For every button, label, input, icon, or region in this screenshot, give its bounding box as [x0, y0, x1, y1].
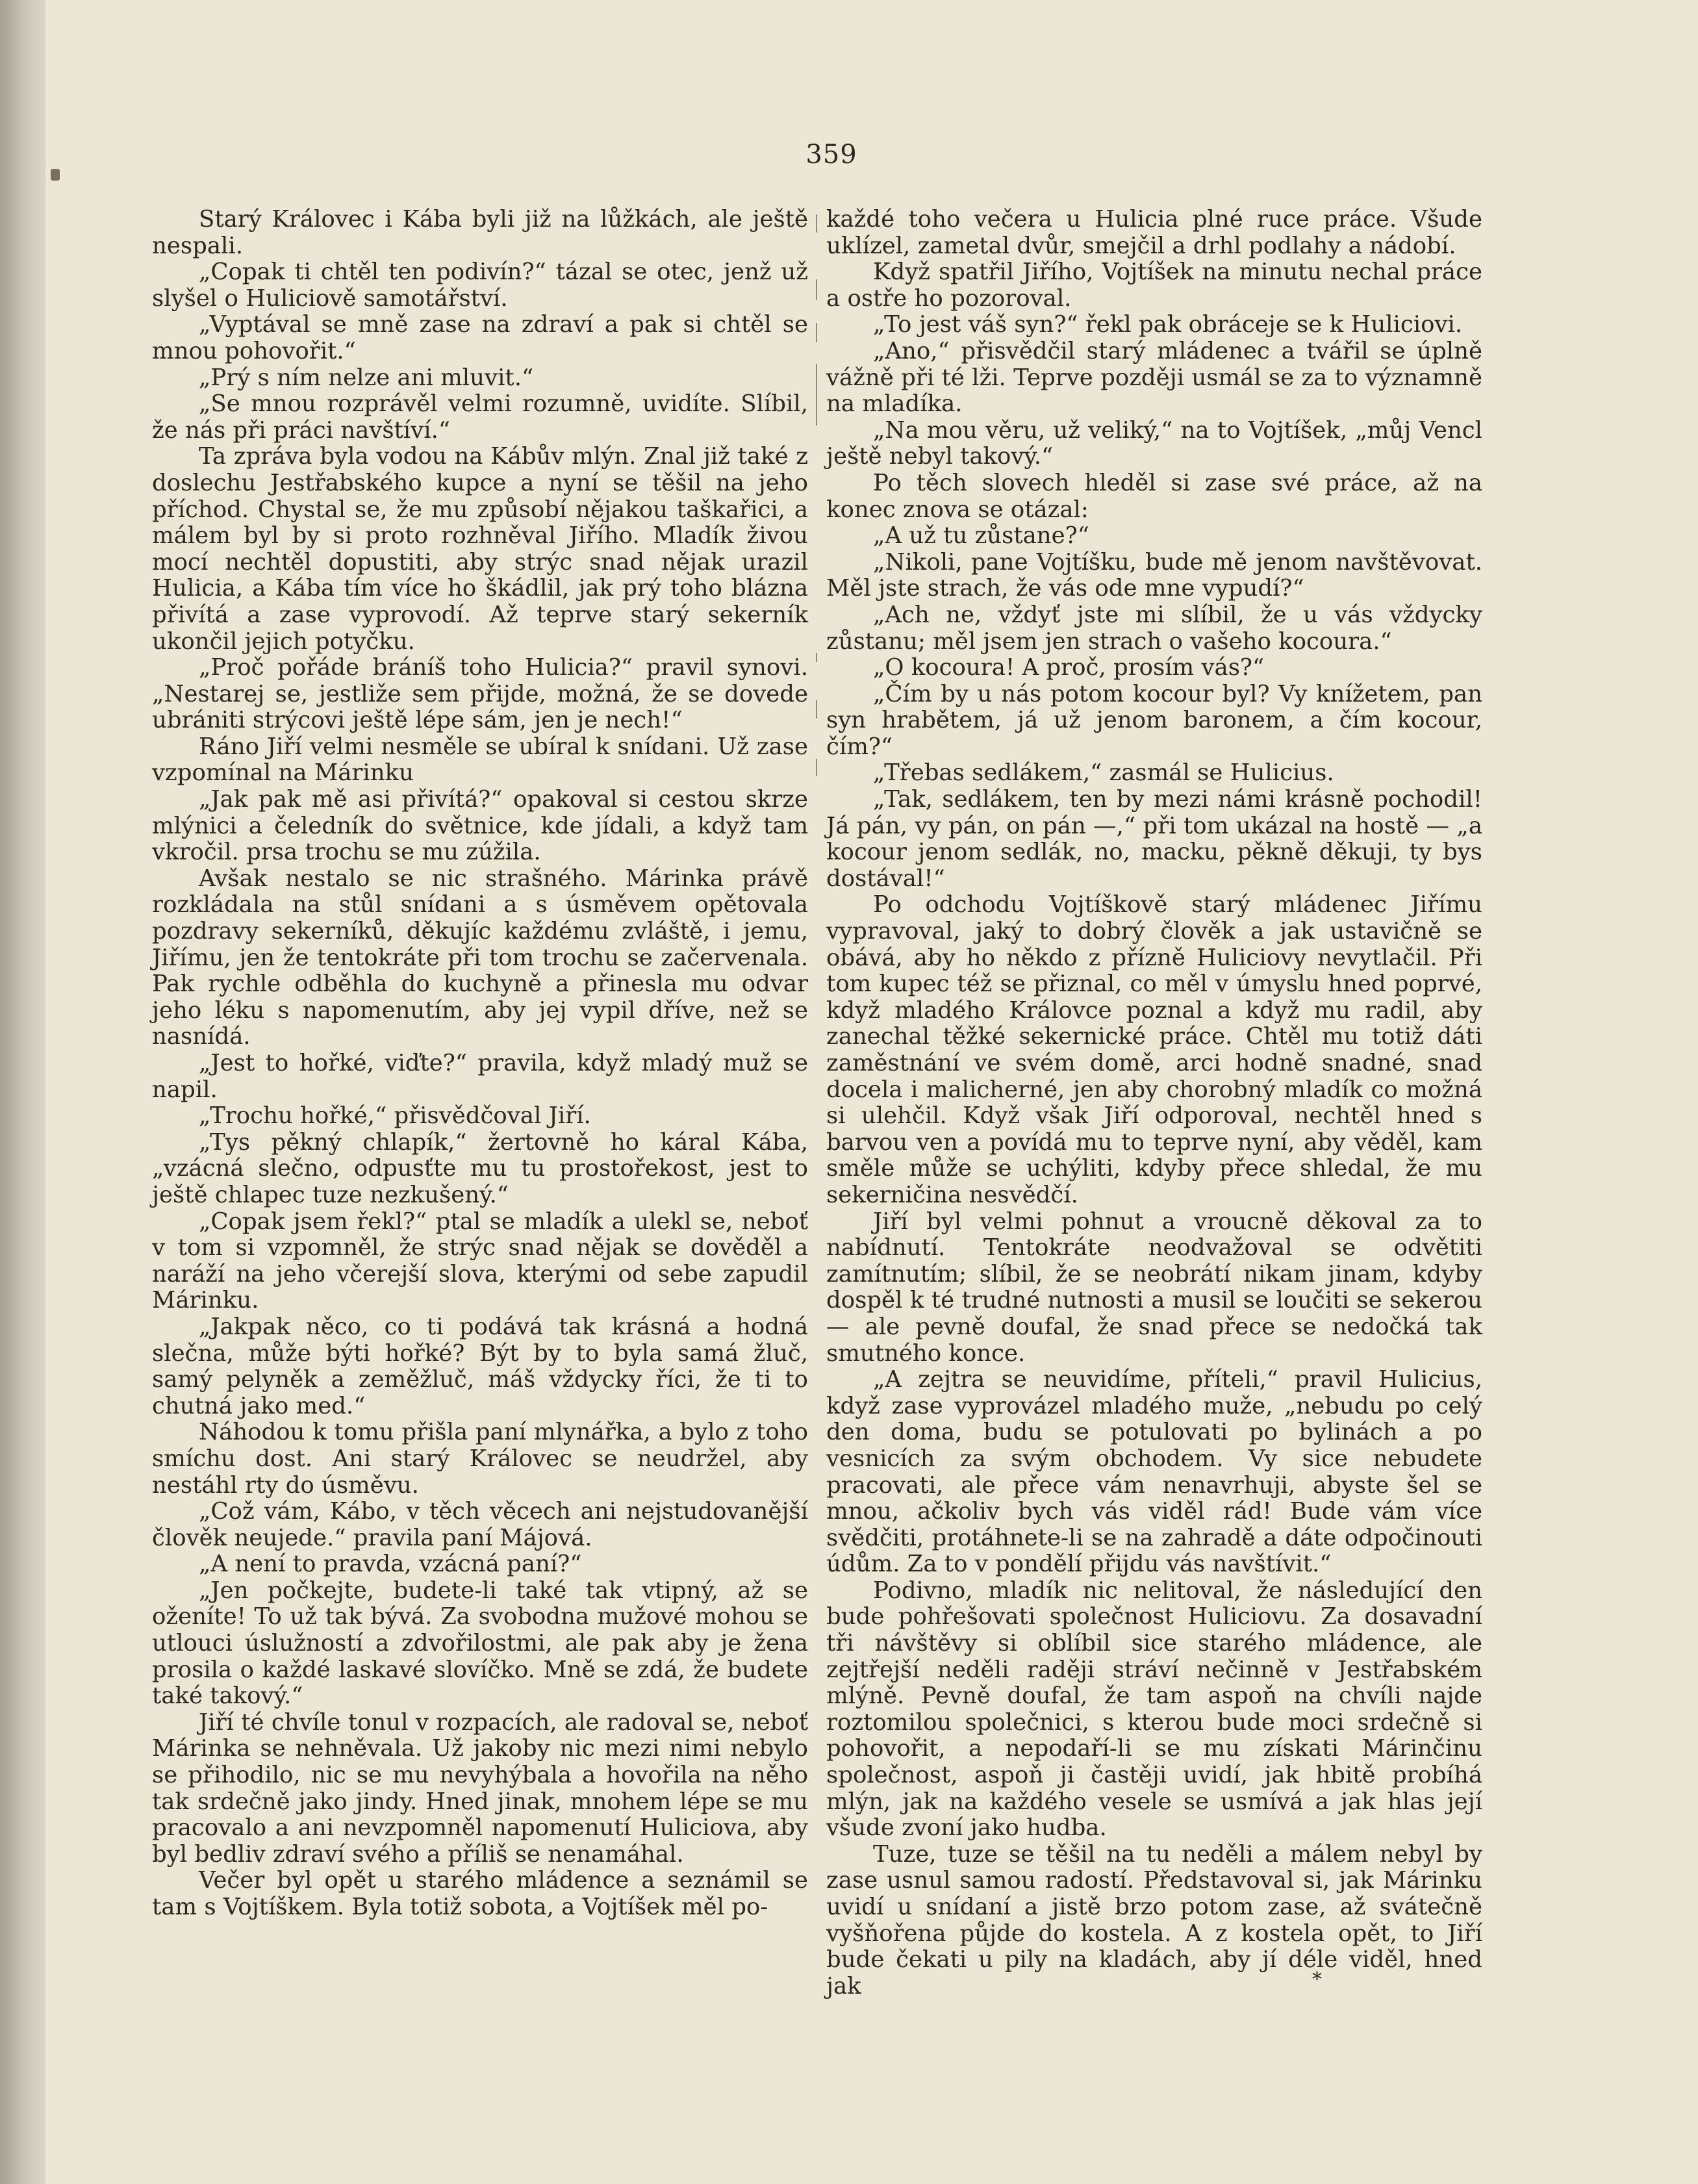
paragraph: „Jakpak něco, co ti podává tak krásná a hodná slečna, může býti hořké? Být by to byla samá žluč, samý pelyněk a zeměžluč, máš vždycky říci, že ti to chutná jako med.“: [152, 1313, 808, 1419]
paragraph: Starý Královec i Kába byli již na lůžkách, ale ještě nespali.: [152, 206, 808, 259]
left-column: [152, 207, 808, 1961]
paragraph: „Nikoli, pane Vojtíšku, bude mě jenom navštěvovat. Měl jste strach, že vás ode mne vypudí?“: [826, 548, 1482, 602]
page-number: 359: [805, 140, 857, 170]
column-divider: [816, 323, 817, 342]
paragraph: Když spatřil Jiřího, Vojtíšek na minutu nechal práce a ostře ho pozoroval.: [826, 259, 1482, 312]
paragraph: „Na mou věru, už veliký,“ na to Vojtíšek, „můj Vencl ještě nebyl takový.“: [826, 416, 1482, 470]
paragraph: „Třebas sedlákem,“ zasmál se Hulicius.: [873, 759, 1334, 787]
paragraph: „Což vám, Kábo, v těch věcech ani nejstudovanější člověk neujede.“ pravila paní Májová.: [152, 1498, 808, 1551]
column-divider: [816, 759, 817, 776]
paragraph: „Copak ti chtěl ten podivín?“ tázal se otec, jenž už slyšel o Huliciově samotářství.: [152, 259, 808, 312]
paragraph: Ráno Jiří velmi nesměle se ubíral k snídani. Už zase vzpomínal na Márinku: [152, 733, 808, 787]
paragraph: „Jest to hořké, viďte?“ pravila, když mladý muž se napil.: [152, 1050, 808, 1103]
paragraph: Tuze, tuze se těšil na tu neděli a málem nebyl by zase usnul samou radostí. Představoval si, jak Márinku uvidí u snídaní a jistě brzo potom zase, až svátečně vyšňořena půjde do kostela. A z kostela opět, to Jiří bude čekati u pily na kladách, aby jí déle viděl, hned jak: [826, 1840, 1482, 2000]
paragraph: „A už tu zůstane?“: [873, 522, 1089, 550]
paragraph: každé toho večera u Hulicia plné ruce práce. Všude uklízel, zametal dvůr, smejčil a drhl podlahy a nádobí.: [826, 206, 1482, 259]
paragraph: Po těch slovech hleděl si zase své práce, až na konec znova se otázal:: [826, 469, 1482, 523]
paragraph: „Prý s ním nelze ani mluvit.“: [199, 364, 534, 391]
paragraph: „Se mnou rozprávěl velmi rozumně, uvidíte. Slíbil, že nás při práci navštíví.“: [152, 390, 808, 444]
paragraph: „Tys pěkný chlapík,“ žertovně ho káral Kába, „vzácná slečno, odpusťte mu tu prostořekost, jest to ještě chlapec tuze nezkušený.“: [152, 1128, 808, 1208]
column-divider: [816, 214, 817, 233]
paragraph: Podivno, mladík nic nelitoval, že následující den bude pohřešovati společnost Huliciovu. Za dosavadní tři návštěvy si oblíbil sice starého mládence, ale zejtřejší neděli raději stráví nečinně v Jestřabském mlýně. Pevně doufal, že tam aspoň na chvíli najde roztomilou společnici, s kterou bude moci srdečně si pohovořit, a nepodaří-li se mu získati Márinčinu společnost, aspoň ji častěji uvidí, jak hbitě probíhá mlýn, jak na každého vesele se usmívá a jak hlas její všude zvoní jako hudba.: [826, 1577, 1482, 1842]
paragraph: „To jest váš syn?“ řekl pak obráceje se k Huliciovi.: [873, 311, 1463, 338]
paragraph: Večer byl opět u starého mládence a seznámil se tam s Vojtíškem. Byla totiž sobota, a Vojtíšek měl po-: [152, 1867, 808, 1920]
column-divider: [816, 653, 817, 662]
paragraph: Jiří té chvíle tonul v rozpacích, ale radoval se, neboť Márinka se nehněvala. Už jakoby nic mezi nimi nebylo se přihodilo, nic se mu nevyhýbala a hovořila na něho tak srdečně jako jindy. Hned jinak, mnohem lépe se mu pracovalo a ani nevzpomněl napomenutí Huliciova, aby byl bedliv zdraví svého a příliš se nenamáhal.: [152, 1708, 808, 1868]
paragraph: „Trochu hořké,“ přisvědčoval Jiří.: [199, 1102, 591, 1130]
paragraph: Avšak nestalo se nic strašného. Márinka právě rozkládala na stůl snídani a s úsměvem opětovala pozdravy sekerníků, děkujíc každému zvláště, i jemu, Jiřímu, jen že tentokráte při tom trochu se začervenala. Pak rychle odběhla do kuchyně a přinesla mu odvar jeho léku s napomenutím, aby jej vypil dříve, než se nasnídá.: [152, 865, 808, 1050]
column-divider: [816, 279, 817, 300]
paragraph: „Proč pořáde bráníš toho Hulicia?“ pravil synovi. „Nestarej se, jestliže sem přijde, možná, že se dovede ubrániti strýcovi ještě lépe sám, jen je nech!“: [152, 654, 808, 734]
paragraph: Náhodou k tomu přišla paní mlynářka, a bylo z toho smíchu dost. Ani starý Královec se neudržel, aby nestáhl rty do úsměvu.: [152, 1419, 808, 1499]
paragraph: „Vyptával se mně zase na zdraví a pak si chtěl se mnou pohovořit.“: [152, 311, 808, 364]
page-edge-mark: [51, 169, 60, 181]
paragraph: „Čím by u nás potom kocour byl? Vy knížetem, pan syn hrabětem, já už jenom baronem, a čím kocour, čím?“: [826, 680, 1482, 760]
paragraph: „O kocoura! A proč, prosím vás?“: [873, 654, 1265, 681]
book-binding-shadow: [0, 0, 45, 2184]
paragraph: „Jak pak mě asi přivítá?“ opakoval si cestou skrze mlýnici a čeledník do světnice, kde jídali, a když tam vkročil. prsa trochu se mu zúžila.: [152, 786, 808, 866]
paragraph: „A zejtra se neuvidíme, příteli,“ pravil Hulicius, když zase vyprovázel mladého muže, „nebudu po celý den doma, budu se potulovati po bylinách a po vesnicích za svým obchodem. Vy sice nebudete pracovati, ale přece vám nenavrhuji, abyste šel se mnou, ačkoliv bych vás viděl rád! Bude vám více svědčiti, protáhnete-li se na zahradě a dáte odpočinouti údům. Za to v pondělí přijdu vás navštívit.“: [826, 1366, 1482, 1578]
right-column: [826, 206, 1482, 2000]
paragraph: Ta zpráva byla vodou na Kábův mlýn. Znal již také z doslechu Jestřabského kupce a nyní se těšil na jeho příchod. Chystal se, že mu způsobí nějakou taškařici, a málem byl by si proto rozhněval Jiřího. Mladík živou mocí nechtěl dopustiti, aby strýc snad nějak urazil Hulicia, a Kába tím více ho škádlil, jak prý toho blázna přivítá a zase vyprovodí. Až teprve starý sekerník ukončil jejich potyčku.: [152, 443, 808, 655]
paragraph: Jiří byl velmi pohnut a vroucně děkoval za to nabídnutí. Tentokráte neodvažoval se odvětiti zamítnutím; slíbil, že se neobrátí nikam jinam, kdyby dospěl k té trudné nutnosti a musil se loučiti se sekerou — ale pevně doufal, že snad přece se nedočká tak smutného konce.: [826, 1208, 1482, 1367]
paragraph: „Tak, sedlákem, ten by mezi námi krásně pochodil! Já pán, vy pán, on pán —,“ při tom ukázal na hostě — „a kocour jenom sedlák, no, macku, pěkně děkuji, ty bys dostával!“: [826, 786, 1482, 892]
column-divider: [816, 364, 817, 425]
end-mark: *: [1312, 1968, 1322, 1991]
paragraph: „Ano,“ přisvědčil starý mládenec a tvářil se úplně vážně při té lži. Teprve později usmál se za to významně na mladíka.: [826, 337, 1482, 418]
paragraph: „Copak jsem řekl?“ ptal se mladík a ulekl se, neboť v tom si vzpomněl, že strýc snad nějak se dověděl a naráží na jeho včerejší slova, kterými od sebe zapudil Márinku.: [152, 1208, 808, 1314]
column-divider: [816, 700, 817, 718]
paragraph: „Jen počkejte, budete-li také tak vtipný, až se oženíte! To už tak bývá. Za svobodna mužové mohou se utlouci úslužností a zdvořilostmi, ale pak aby je žena prosila o každé laskavé slovíčko. Mně se zdá, že budete také takový.“: [152, 1577, 808, 1710]
paragraph: „Ach ne, vždyť jste mi slíbil, že u vás vždycky zůstanu; měl jsem jen strach o vašeho kocoura.“: [826, 601, 1482, 655]
paragraph: „A není to pravda, vzácná paní?“: [199, 1551, 582, 1578]
paragraph: Po odchodu Vojtíškově starý mládenec Jiřímu vypravoval, jaký to dobrý člověk a jak ustavičně se obává, aby ho někdo z přízně Huliciovy nevytlačil. Při tom kupec též se přiznal, co měl v úmyslu hned poprvé, když mladého Královce poznal a když mu radil, aby zanechal těžké sekernické práce. Chtěl mu totiž dáti zaměstnání ve svém domě, arci hodně snadné, snad docela i malicherné, jen aby chorobný mladík co možná si ulehčil. Když však Jiří odporoval, nechtěl hned s barvou ven a povídá mu to teprve nyní, aby věděl, kam směle může se uchýliti, kdyby přece shledal, že mu sekerničina nesvědčí.: [826, 891, 1482, 1208]
